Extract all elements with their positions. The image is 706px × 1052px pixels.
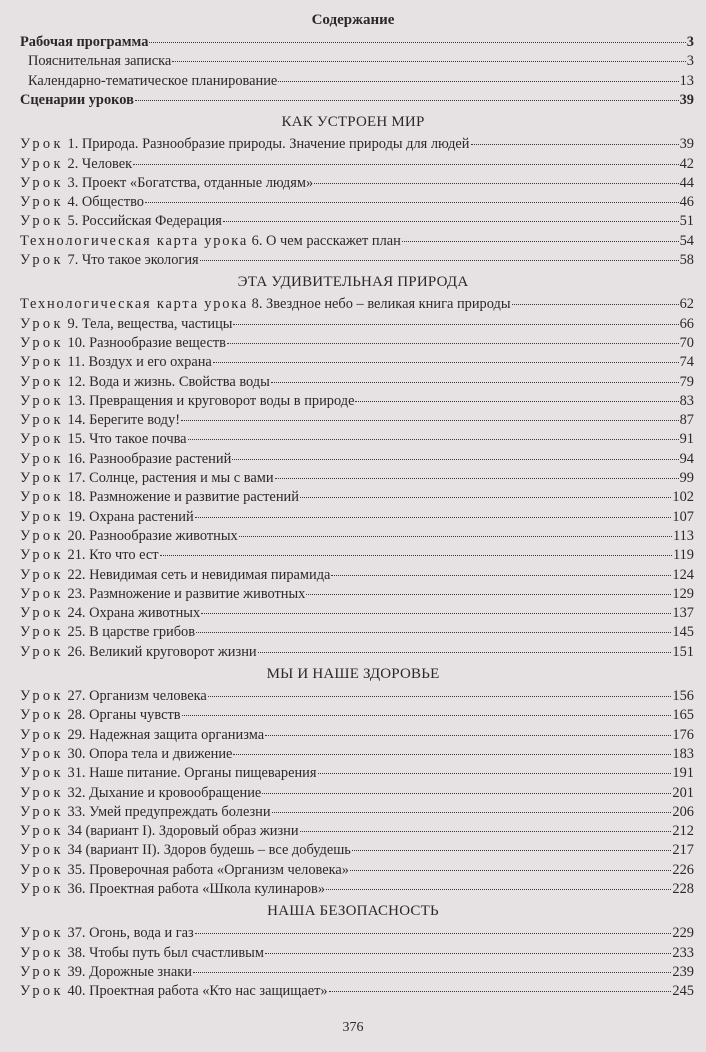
dot-leader — [512, 304, 679, 305]
toc-entry-prefix: Урок — [20, 174, 64, 191]
toc-entry-title — [20, 880, 325, 899]
toc-entry-prefix: Урок — [20, 842, 64, 859]
toc-entry-title — [20, 585, 305, 604]
toc-entry-text: 37. Огонь, вода и газ — [63, 925, 194, 942]
toc-entry-page: 44 — [679, 174, 694, 191]
toc-entry-text: 15. Что такое почва — [63, 431, 187, 448]
toc-entry — [20, 450, 694, 469]
toc-entry-text: 16. Разнообразие растений — [63, 450, 232, 467]
toc-entry-text: 2. Человек — [63, 155, 133, 172]
toc-entry-prefix: Урок — [20, 643, 64, 660]
toc-entry-prefix: Технологическая карта урока — [20, 232, 249, 249]
toc-entry-text: 12. Вода и жизнь. Свойства воды — [63, 373, 270, 390]
toc-entry — [20, 251, 694, 270]
toc-entry-text: 11. Воздух и его охрана — [63, 354, 212, 371]
toc-entry — [20, 91, 694, 110]
toc-entry-prefix: Урок — [20, 726, 64, 743]
toc-entry — [20, 135, 694, 154]
toc-entry — [20, 334, 694, 353]
toc-entry-title — [20, 861, 349, 880]
toc-entry-page: 91 — [679, 431, 694, 448]
toc-entry-page: 87 — [679, 412, 694, 429]
toc-entry — [20, 315, 694, 334]
toc-entry-page: 51 — [679, 213, 694, 230]
toc-entry-page: 102 — [672, 489, 694, 506]
toc-entry — [20, 295, 694, 314]
toc-entry-page: 3 — [686, 34, 694, 50]
toc-entry — [20, 174, 694, 193]
toc-entry-text: 10. Разнообразие веществ — [63, 334, 226, 351]
toc-entry-title — [20, 212, 222, 231]
toc-entry-page: 137 — [672, 605, 694, 622]
toc-entry — [20, 803, 694, 822]
toc-entry-title — [20, 193, 144, 212]
dot-leader — [355, 401, 678, 402]
toc-entry-prefix: Урок — [20, 944, 64, 961]
toc-entry — [20, 822, 694, 841]
toc-entry-prefix: Урок — [20, 547, 64, 564]
dot-leader — [227, 343, 679, 344]
toc-entry-text: 27. Организм человека — [63, 688, 207, 704]
toc-entry-title — [20, 745, 232, 764]
toc-entry-page: 58 — [679, 252, 694, 268]
toc-entry-text: 34 (вариант I). Здоровый образ жизни — [63, 823, 299, 840]
toc-entry-title — [20, 232, 401, 251]
toc-entry-title — [20, 135, 470, 154]
dot-leader — [326, 889, 671, 890]
toc-entry-page: 66 — [679, 315, 694, 332]
dot-leader — [223, 221, 679, 222]
toc-entry-page: 83 — [679, 392, 694, 409]
toc-entry-text: 24. Охрана животных — [63, 605, 201, 622]
dot-leader — [272, 812, 672, 813]
toc-entry-prefix: Урок — [20, 983, 64, 1000]
dot-leader — [195, 933, 672, 934]
toc-entry-title: Календарно-тематическое планирование — [28, 72, 278, 89]
toc-entry-text: 20. Разнообразие животных — [63, 527, 238, 544]
toc-entry-prefix: Урок — [20, 392, 64, 409]
toc-entry-page: 79 — [679, 373, 694, 390]
dot-leader — [314, 183, 678, 184]
toc-entry-title — [20, 155, 132, 174]
toc-entry-text: 3. Проект «Богатства, отданные людям» — [63, 174, 314, 191]
dot-leader — [239, 536, 672, 537]
toc-entry-page: 145 — [672, 624, 694, 641]
toc-entry-title — [20, 566, 330, 585]
toc-entry-title — [20, 784, 261, 803]
toc-entry-title — [20, 706, 181, 725]
dot-leader — [300, 497, 671, 498]
dot-leader — [329, 991, 672, 992]
dot-leader — [402, 241, 679, 242]
toc-entry-title — [20, 944, 264, 963]
toc-entry — [20, 764, 694, 783]
dot-leader — [306, 594, 671, 595]
toc-entry-text: 25. В царстве грибов — [63, 624, 196, 641]
dot-leader — [471, 144, 679, 145]
toc-entry-title: Сценарии уроков — [20, 91, 134, 108]
dot-leader — [232, 459, 678, 460]
dot-leader — [331, 575, 671, 576]
section-heading: МЫ И НАШЕ ЗДОРОВЬЕ — [266, 666, 440, 682]
page-number: 376 — [342, 1020, 364, 1035]
toc-entry-prefix: Урок — [20, 803, 64, 820]
toc-entry-prefix: Урок — [20, 315, 64, 332]
toc-entry-text: 29. Надежная защита организма — [63, 726, 265, 743]
toc-entry-prefix: Урок — [20, 527, 64, 544]
toc-entry-text: 33. Умей предупреждать болезни — [63, 803, 271, 820]
toc-entry-prefix: Урок — [20, 963, 64, 980]
dot-leader — [160, 555, 672, 556]
dot-leader — [196, 632, 671, 633]
toc-entry-prefix: Урок — [20, 470, 64, 486]
toc-entry-prefix: Урок — [20, 688, 64, 704]
toc-entry-page: 42 — [679, 155, 694, 172]
toc-entry-text: 5. Российская Федерация — [63, 213, 222, 230]
toc-entry-text: 6. О чем расскажет план — [248, 232, 401, 249]
toc-entry-prefix: Урок — [20, 489, 64, 506]
toc-entry-prefix: Урок — [20, 213, 64, 230]
toc-entry-prefix: Урок — [20, 707, 64, 724]
toc-entry — [20, 643, 694, 662]
toc-entry-title — [20, 488, 299, 507]
toc-entry-page: 99 — [679, 470, 694, 486]
toc-entry-title — [20, 251, 199, 270]
dot-leader — [262, 793, 671, 794]
toc-entry-title — [20, 687, 207, 706]
toc-entry-prefix: Урок — [20, 823, 64, 840]
dot-leader — [188, 439, 679, 440]
toc-entry — [20, 193, 694, 212]
toc-entry-title — [20, 430, 187, 449]
toc-entry-title — [20, 508, 194, 527]
toc-entry — [20, 72, 694, 91]
dot-leader — [265, 953, 671, 954]
toc-entry-prefix: Урок — [20, 784, 64, 801]
toc-entry-title — [20, 963, 192, 982]
toc-entry-title — [20, 982, 328, 1001]
toc-entry-page: 165 — [672, 707, 694, 724]
dot-leader — [213, 362, 679, 363]
toc-entry-text: 35. Проверочная работа «Организм человека» — [63, 861, 350, 878]
toc-entry-text: 23. Размножение и развитие животных — [63, 585, 306, 602]
toc-entry-page: 151 — [672, 643, 694, 660]
toc-entry-page: 113 — [672, 527, 694, 544]
dot-leader — [300, 831, 672, 832]
toc-entry-prefix: Урок — [20, 431, 64, 448]
toc-entry-title — [20, 174, 313, 193]
dot-leader — [149, 42, 685, 43]
toc-entry-text: 40. Проектная работа «Кто нас защищает» — [63, 983, 328, 1000]
toc-entry-text: 9. Тела, вещества, частицы — [63, 315, 233, 332]
toc-entry-page: 13 — [679, 72, 694, 89]
toc-entry-prefix: Урок — [20, 450, 64, 467]
toc-entry-title — [20, 604, 200, 623]
toc-entry — [20, 430, 694, 449]
toc-entry-text: 26. Великий круговорот жизни — [63, 643, 257, 660]
toc-entry-title — [20, 924, 194, 943]
toc-entry-title — [20, 469, 274, 488]
toc-entry-prefix: Урок — [20, 373, 64, 390]
toc-entry-page: 229 — [672, 925, 694, 942]
toc-entry — [20, 488, 694, 507]
toc-entry-title — [20, 726, 264, 745]
toc-entry-page: 212 — [672, 823, 694, 840]
dot-leader — [135, 100, 679, 101]
toc-entry-page: 70 — [679, 334, 694, 351]
toc-entry-text: 13. Превращения и круговорот воды в природе — [63, 392, 355, 409]
toc-entry-page: 239 — [672, 963, 694, 980]
dot-leader — [271, 382, 679, 383]
toc-entry — [20, 33, 694, 52]
toc-entry-page: 124 — [672, 566, 694, 583]
toc-entry — [20, 604, 694, 623]
section-heading: КАК УСТРОЕН МИР — [281, 114, 425, 131]
toc-entry-prefix: Урок — [20, 136, 64, 153]
toc-entry-page: 46 — [679, 194, 694, 211]
toc-entry-text: 28. Органы чувств — [63, 707, 181, 724]
toc-entry-text: 18. Размножение и развитие растений — [63, 489, 299, 506]
dot-leader — [318, 773, 672, 774]
toc-entry-page: 217 — [672, 842, 694, 859]
toc-entry-prefix: Урок — [20, 925, 64, 942]
toc-entry-title — [20, 334, 226, 353]
toc-entry-title — [20, 546, 159, 565]
toc-entry-page: 3 — [686, 53, 694, 70]
toc-entry-page: 233 — [672, 944, 694, 961]
toc-entry — [20, 52, 694, 71]
toc-entry — [20, 861, 694, 880]
toc-entry — [20, 706, 694, 725]
toc-entry-prefix: Урок — [20, 412, 64, 429]
section-heading: ЭТА УДИВИТЕЛЬНАЯ ПРИРОДА — [237, 274, 469, 291]
dot-leader — [233, 754, 671, 755]
toc-entry-text: 4. Общество — [63, 194, 145, 211]
toc-entry — [20, 566, 694, 585]
toc-entry-prefix: Урок — [20, 585, 64, 602]
toc-entry — [20, 232, 694, 251]
toc-entry — [20, 784, 694, 803]
dot-leader — [200, 260, 679, 261]
toc-entry-page: 94 — [679, 450, 694, 467]
toc-entry — [20, 745, 694, 764]
toc-entry-prefix: Урок — [20, 861, 64, 878]
section-heading: НАША БЕЗОПАСНОСТЬ — [267, 903, 439, 920]
toc-entry-text: 31. Наше питание. Органы пищеварения — [63, 765, 317, 782]
toc-entry — [20, 411, 694, 430]
toc-entry-page: 183 — [672, 745, 694, 762]
toc-entry-title — [20, 353, 212, 372]
dot-leader — [233, 324, 678, 325]
dot-leader — [181, 420, 679, 421]
toc-entry-prefix: Урок — [20, 155, 64, 172]
toc-entry — [20, 508, 694, 527]
dot-leader — [278, 81, 678, 82]
toc-entry-page: 176 — [672, 726, 694, 743]
toc-entry-title: Рабочая программа — [20, 34, 149, 50]
toc-entry-page: 62 — [679, 296, 694, 313]
toc-entry — [20, 924, 694, 943]
toc-entry-text: 21. Кто что ест — [63, 547, 159, 564]
toc-entry-page: 39 — [679, 91, 694, 108]
toc-entry-prefix: Урок — [20, 624, 64, 641]
toc-entry — [20, 841, 694, 860]
toc-entry-title — [20, 623, 195, 642]
toc-entry-page: 39 — [679, 136, 694, 153]
toc-entry — [20, 880, 694, 899]
toc-entry-text: 1. Природа. Разнообразие природы. Значение природы для людей — [63, 136, 470, 153]
dot-leader — [133, 164, 679, 165]
toc-entry — [20, 687, 694, 706]
toc-entry-text: 7. Что такое экология — [63, 252, 199, 268]
toc-entry-page: 191 — [672, 765, 694, 782]
toc-entry-title — [20, 315, 232, 334]
toc-entry — [20, 353, 694, 372]
dot-leader — [265, 735, 671, 736]
toc-entry-title — [20, 841, 351, 860]
toc-entry-prefix: Урок — [20, 881, 64, 897]
toc-entry-text: 14. Берегите воду! — [63, 412, 180, 429]
toc-entry-text: 36. Проектная работа «Школа кулинаров» — [63, 881, 326, 897]
toc-entry-prefix: Урок — [20, 354, 64, 371]
dot-leader — [172, 61, 686, 62]
dot-leader — [182, 715, 672, 716]
toc-entry-title — [20, 527, 238, 546]
dot-leader — [352, 850, 672, 851]
dot-leader — [258, 652, 672, 653]
toc-entry-title — [20, 822, 299, 841]
toc-entry-text: 32. Дыхание и кровообращение — [63, 784, 262, 801]
toc-entry — [20, 527, 694, 546]
toc-entry-text: 19. Охрана растений — [63, 508, 194, 525]
toc-entry-prefix: Урок — [20, 566, 64, 583]
toc-entry — [20, 623, 694, 642]
toc-entry-title — [20, 411, 180, 430]
toc-entry-title — [20, 643, 257, 662]
toc-entry-page: 74 — [679, 354, 694, 371]
toc-entry — [20, 944, 694, 963]
toc-entry-prefix: Урок — [20, 194, 64, 211]
toc-entry-title — [20, 295, 511, 314]
toc-entry — [20, 469, 694, 488]
toc-entry-text: 22. Невидимая сеть и невидимая пирамида — [63, 566, 331, 583]
toc-entry-page: 156 — [672, 688, 694, 704]
toc-entry-text: 30. Опора тела и движение — [63, 745, 233, 762]
dot-leader — [350, 870, 671, 871]
toc-entry — [20, 155, 694, 174]
toc-entry-title — [20, 373, 270, 392]
toc-entry-page: 228 — [672, 881, 694, 897]
dot-leader — [145, 202, 679, 203]
toc-entry-title — [20, 450, 231, 469]
toc-entry — [20, 963, 694, 982]
toc-entry — [20, 982, 694, 1001]
toc-entry-title — [20, 764, 317, 783]
toc-entry-text: 39. Дорожные знаки — [63, 963, 192, 980]
toc-entry-title — [20, 392, 354, 411]
dot-leader — [193, 972, 672, 973]
page-title: Содержание — [311, 12, 395, 28]
toc-entry-page: 54 — [679, 232, 694, 249]
dot-leader — [201, 613, 671, 614]
toc-entry-prefix: Технологическая карта урока — [20, 296, 249, 313]
toc-entry — [20, 212, 694, 231]
toc-entry-prefix: Урок — [20, 508, 64, 525]
toc-entry-page: 206 — [672, 803, 694, 820]
toc-entry-page: 245 — [672, 983, 694, 1000]
toc-entry — [20, 726, 694, 745]
toc-entry-page: 129 — [672, 585, 694, 602]
toc-entry-page: 107 — [672, 508, 694, 525]
dot-leader — [275, 478, 679, 479]
toc-entry-page: 226 — [672, 861, 694, 878]
toc-entry-prefix: Урок — [20, 252, 64, 268]
toc-entry-prefix: Урок — [20, 605, 64, 622]
toc-entry-page: 119 — [672, 547, 694, 564]
dot-leader — [195, 517, 672, 518]
toc-entry-prefix: Урок — [20, 765, 64, 782]
toc-entry-text: 34 (вариант II). Здоров будешь – все добудешь — [63, 842, 351, 859]
toc-entry-title: Пояснительная записка — [28, 53, 172, 70]
dot-leader — [208, 696, 672, 697]
toc-entry — [20, 546, 694, 565]
toc-entry-text: 38. Чтобы путь был счастливым — [63, 944, 264, 961]
toc-entry — [20, 373, 694, 392]
toc-entry-prefix: Урок — [20, 745, 64, 762]
toc-entry-page: 201 — [672, 784, 694, 801]
toc-entry — [20, 392, 694, 411]
toc-entry — [20, 585, 694, 604]
toc-entry-title — [20, 803, 271, 822]
toc-entry-prefix: Урок — [20, 334, 64, 351]
toc-entry-text: 17. Солнце, растения и мы с вами — [63, 470, 274, 486]
toc-entry-text: 8. Звездное небо – великая книга природы — [248, 296, 511, 313]
